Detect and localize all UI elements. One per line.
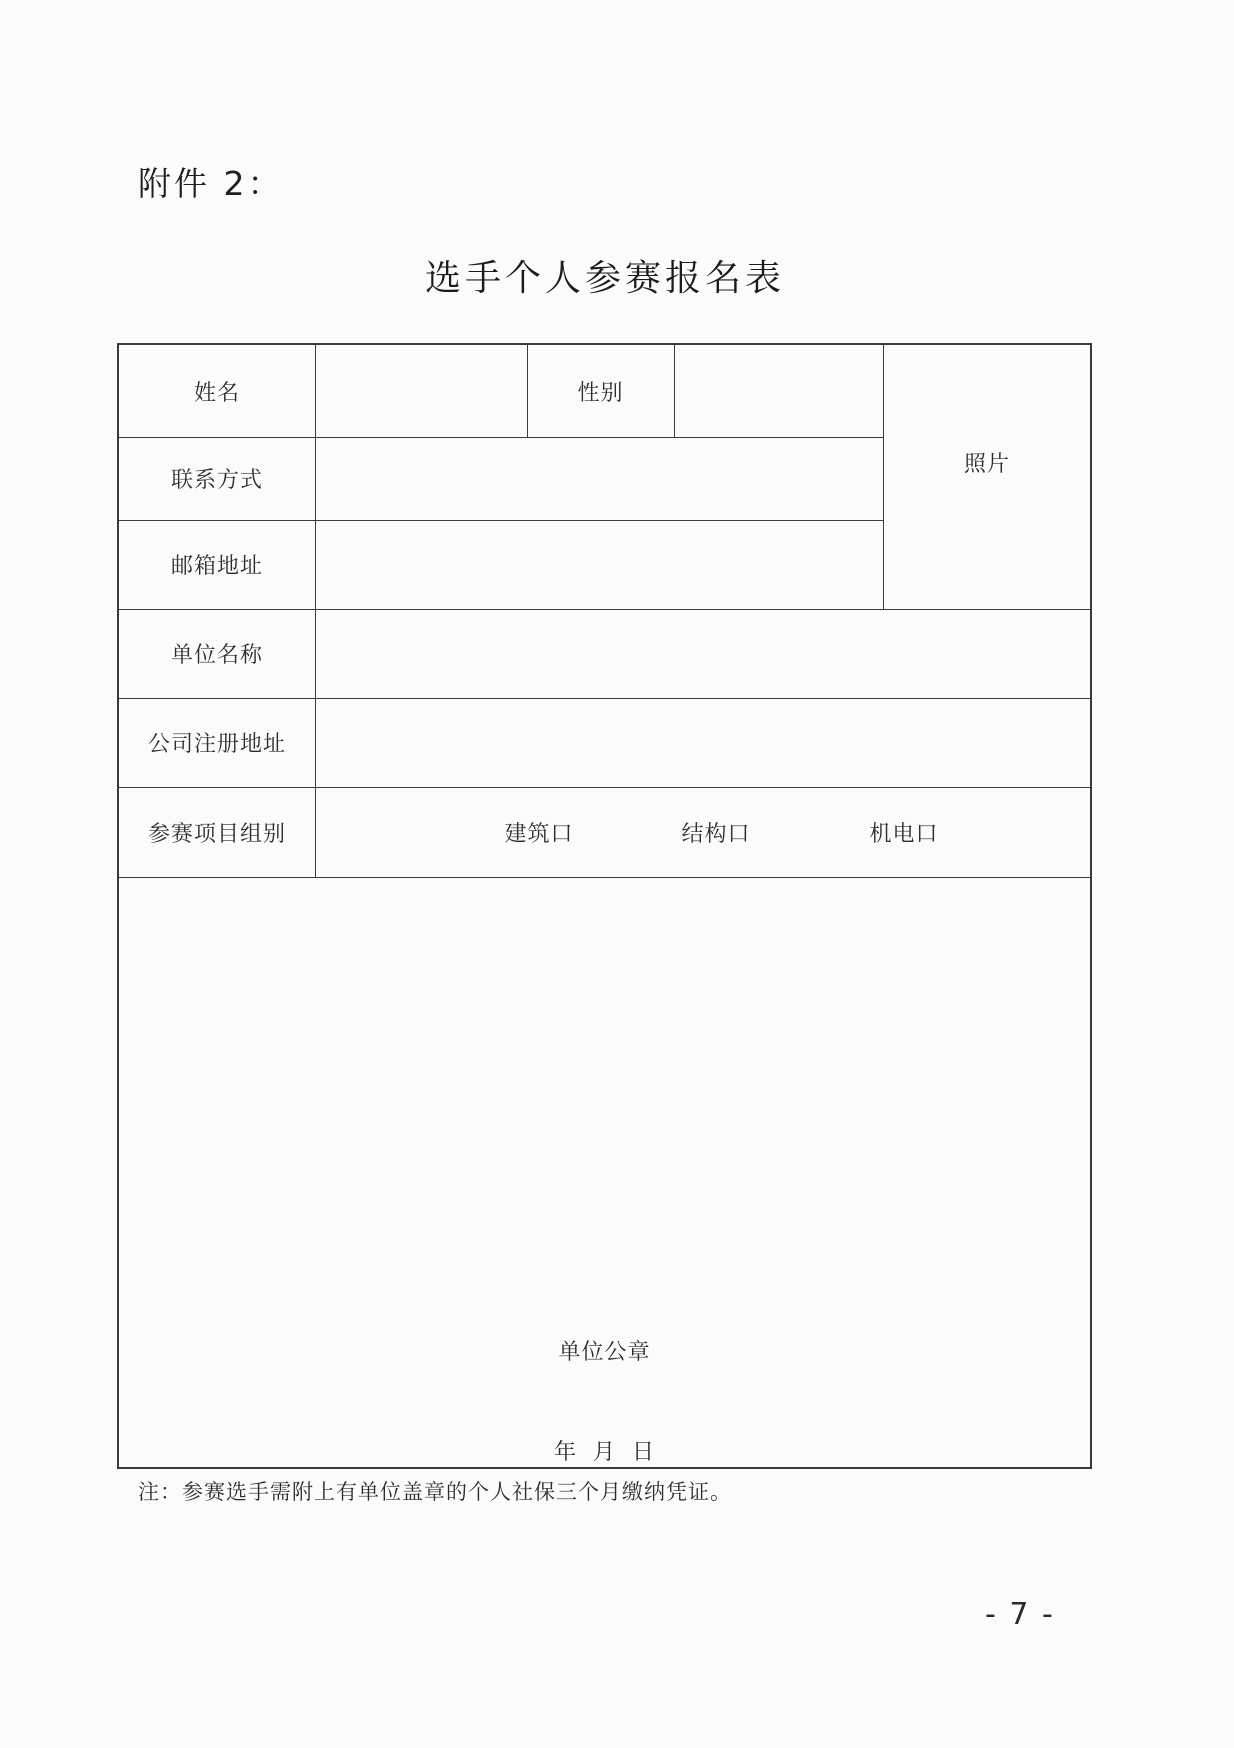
contact-field[interactable] [316, 437, 883, 520]
company-name-label: 单位名称 [170, 643, 263, 668]
footnote: 注：参赛选手需附上有单位盖章的个人社保三个月缴纳凭证。 [138, 1480, 732, 1504]
company-name-field[interactable] [316, 609, 1090, 698]
gender-label: 性别 [577, 380, 624, 406]
email-field[interactable] [316, 520, 883, 609]
company-address-field[interactable] [316, 698, 1090, 787]
row-divider [119, 877, 1090, 878]
page-number: - 7 - [985, 1597, 1055, 1632]
name-field[interactable] [316, 345, 527, 437]
seal-label: 单位公章 [558, 1339, 651, 1365]
category-option-mep[interactable]: 机电口 [869, 821, 939, 847]
date-label: 年 月 日 [554, 1439, 655, 1465]
category-option-architecture[interactable]: 建筑口 [504, 821, 574, 847]
name-label: 姓名 [193, 380, 240, 406]
email-label: 邮箱地址 [170, 554, 263, 579]
attachment-label: 附件 2： [138, 164, 284, 203]
form-title: 选手个人参赛报名表 [424, 258, 785, 299]
photo-box[interactable]: 照片 [963, 451, 1010, 477]
company-address-label: 公司注册地址 [147, 732, 286, 757]
category-label: 参赛项目组别 [147, 821, 286, 847]
category-option-structure[interactable]: 结构口 [681, 821, 751, 847]
registration-form-table [117, 343, 1092, 1469]
contact-label: 联系方式 [170, 468, 263, 493]
gender-field[interactable] [675, 345, 883, 437]
